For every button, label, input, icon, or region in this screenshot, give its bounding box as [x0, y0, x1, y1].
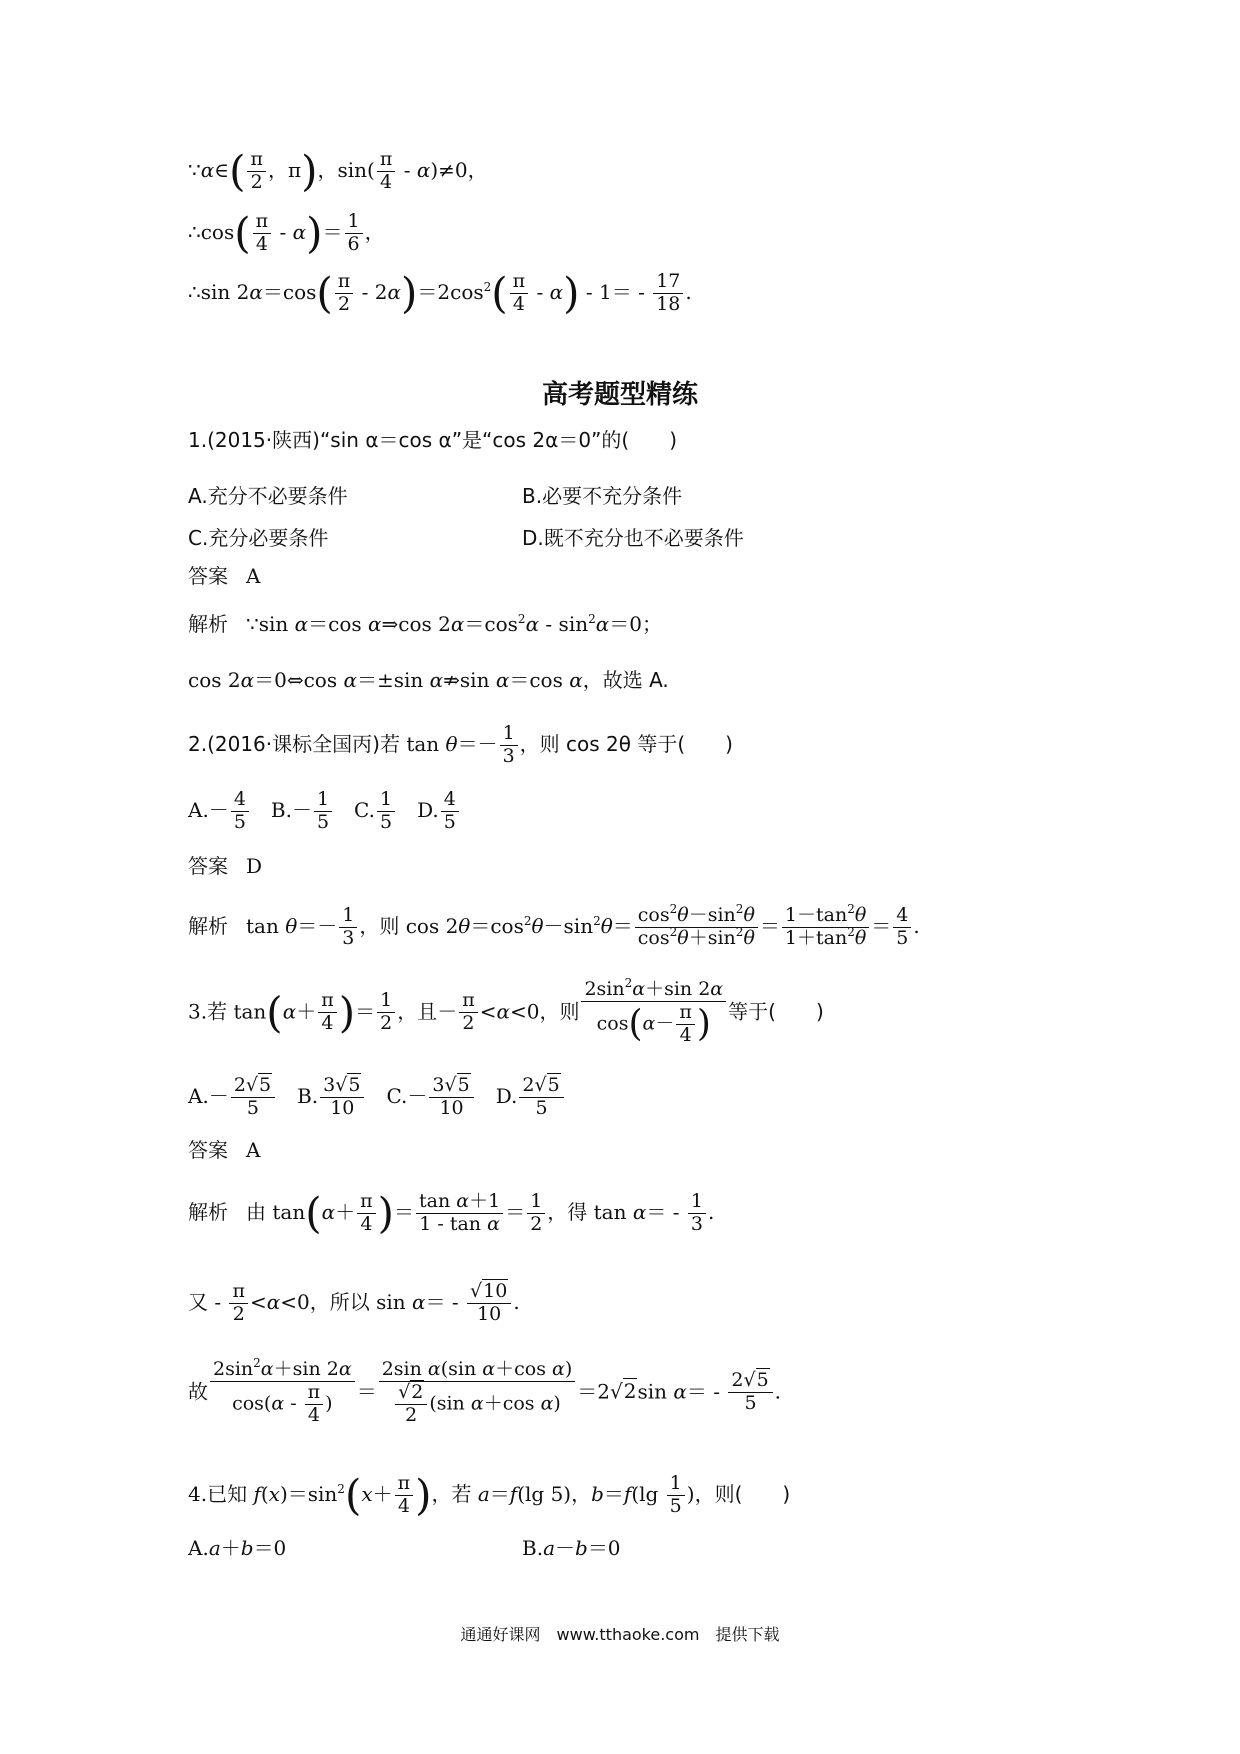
q2-options: A.－ $\frac{4}{5}$ B.－ $\frac{1}{5}$ C. $\frac{1}{5}$ D. $\frac{4}{5}$ — [188, 790, 461, 833]
derivation-line-1: ∵α∈( $\frac{\pi}{2}$ ，π)，sin( $\frac{\pi}{4}$ - α)≠0， — [188, 146, 488, 196]
derivation-line-3: ∴sin 2α＝cos( $\frac{\pi}{2}$ - $2\alpha)=2\cos^2$( $\frac{\pi}{4}$ - α) - 1＝ - $\frac{17}{18}$ . — [188, 268, 692, 318]
analysis-label: 解析 — [188, 913, 228, 938]
footer-source: 通通好课网 www.tthaoke.com 提供下载 — [460, 1625, 780, 1644]
q1-option-a: A.充分不必要条件 — [188, 484, 348, 508]
q3-analysis-line-3: 故 $2\sin^2\alpha+\sin$ 2α cos(α - $\frac{\pi}{4}$ ) ＝ 2sin α(sin α＋cos α) $\frac{√2}{2}$ (sin α＋cos α) ＝2√2sin α＝ - $\frac{2√5}{5}$ . — [188, 1356, 782, 1426]
answer-label: 答案 — [188, 854, 228, 878]
q4-option-b: B.a－b＝0 — [522, 1536, 621, 1560]
q1-stem: 1.(2015·陕西)“sin α＝cos α”是“cos 2α＝0”的( ) — [188, 428, 678, 452]
q3-stem: 3.若 tan(α＋ $\frac{\pi}{4}$ )＝ $\frac{1}{2}$ ，且－ $\frac{\pi}{2}$ <α<0，则 $2\sin^2\alpha+\sin$ 2α cos(α－ $\frac{\pi}{4}$ ) 等于( ) — [188, 976, 824, 1046]
analysis-label: 解析 — [188, 612, 228, 636]
q1-analysis-line-2: cos 2α＝0⇔cos α＝±sin α⇏sin α＝cos α，故选 A. — [188, 668, 669, 692]
answer-value: A — [246, 1138, 261, 1162]
q2-stem: 2.(2016·课标全国丙)若 tan θ＝－ $\frac{1}{3}$ ，则 cos 2θ 等于( ) — [188, 722, 733, 767]
answer-value: A — [246, 564, 261, 588]
q2-answer — [188, 856, 262, 876]
analysis-label: 解析 — [188, 1199, 228, 1224]
section-title: 高考题型精练 — [541, 380, 698, 410]
answer-value: D — [246, 854, 263, 878]
q1-option-d: D.既不充分也不必要条件 — [522, 526, 744, 550]
answer-label: 答案 — [188, 564, 228, 588]
q3-answer — [188, 1140, 260, 1160]
q1-analysis-end: ，故选 A. — [582, 668, 669, 692]
q3-options: A.－ $\frac{2√5}{5}$ B. $\frac{3√5}{10}$ C.－ $\frac{3√5}{10}$ D. $\frac{2√5}{5}$ — [188, 1076, 566, 1119]
q2-stem-prefix: 2.(2016·课标全国丙)若 — [188, 731, 407, 756]
q3-analysis-line-2: 又 - $\frac{\pi}{2}$ <α<0，所以 sin α＝ - $\frac{√10}{10}$ . — [188, 1280, 520, 1325]
q4-stem: 4.已知 $f(x)=\sin^2(x+$ $\frac{\pi}{4}$ )，若 a＝f(lg 5)，b＝f(lg $\frac{1}{5}$ )，则( ) — [188, 1470, 791, 1520]
q2-analysis: 解析 tan θ＝－ $\frac{1}{3}$ ，则 $\cos 2\theta=\cos^2\theta-\sin^2\theta=$ $\frac{\cos^2\theta-\sin^2\theta}{\cos^2\theta+\sin^2\theta}$ ＝ $\frac{1-\tan^2\theta}{1+\tan^2\theta}$ ＝ $\frac{4}{5}$ . — [188, 902, 920, 949]
derivation-line-2: ∴cos( $\frac{\pi}{4}$ - α)＝ $\frac{1}{6}$ ， — [188, 208, 385, 258]
q3-analysis-line-1: 解析 由 tan(α＋ $\frac{\pi}{4}$ )＝ $\frac{\text{tan α＋1}}{\text{1 - tan α}}$ ＝ $\frac{1}{2}$ ，得 tan α＝ - $\frac{1}{3}$ . — [188, 1188, 715, 1238]
q1-analysis-line-1: 解析 ∵sin α＝cos α⇒cos $2\alpha=\cos^2\alpha - \sin^2\alpha=0$； — [188, 612, 662, 636]
answer-label: 答案 — [188, 1138, 228, 1162]
q1-answer — [188, 566, 260, 586]
q2-stem-suffix: ，则 cos 2θ 等于( ) — [519, 731, 733, 756]
q1-option-b: B.必要不充分条件 — [522, 484, 683, 508]
q4-option-a: A.a＋b＝0 — [188, 1536, 287, 1560]
q1-option-c: C.充分必要条件 — [188, 526, 329, 550]
